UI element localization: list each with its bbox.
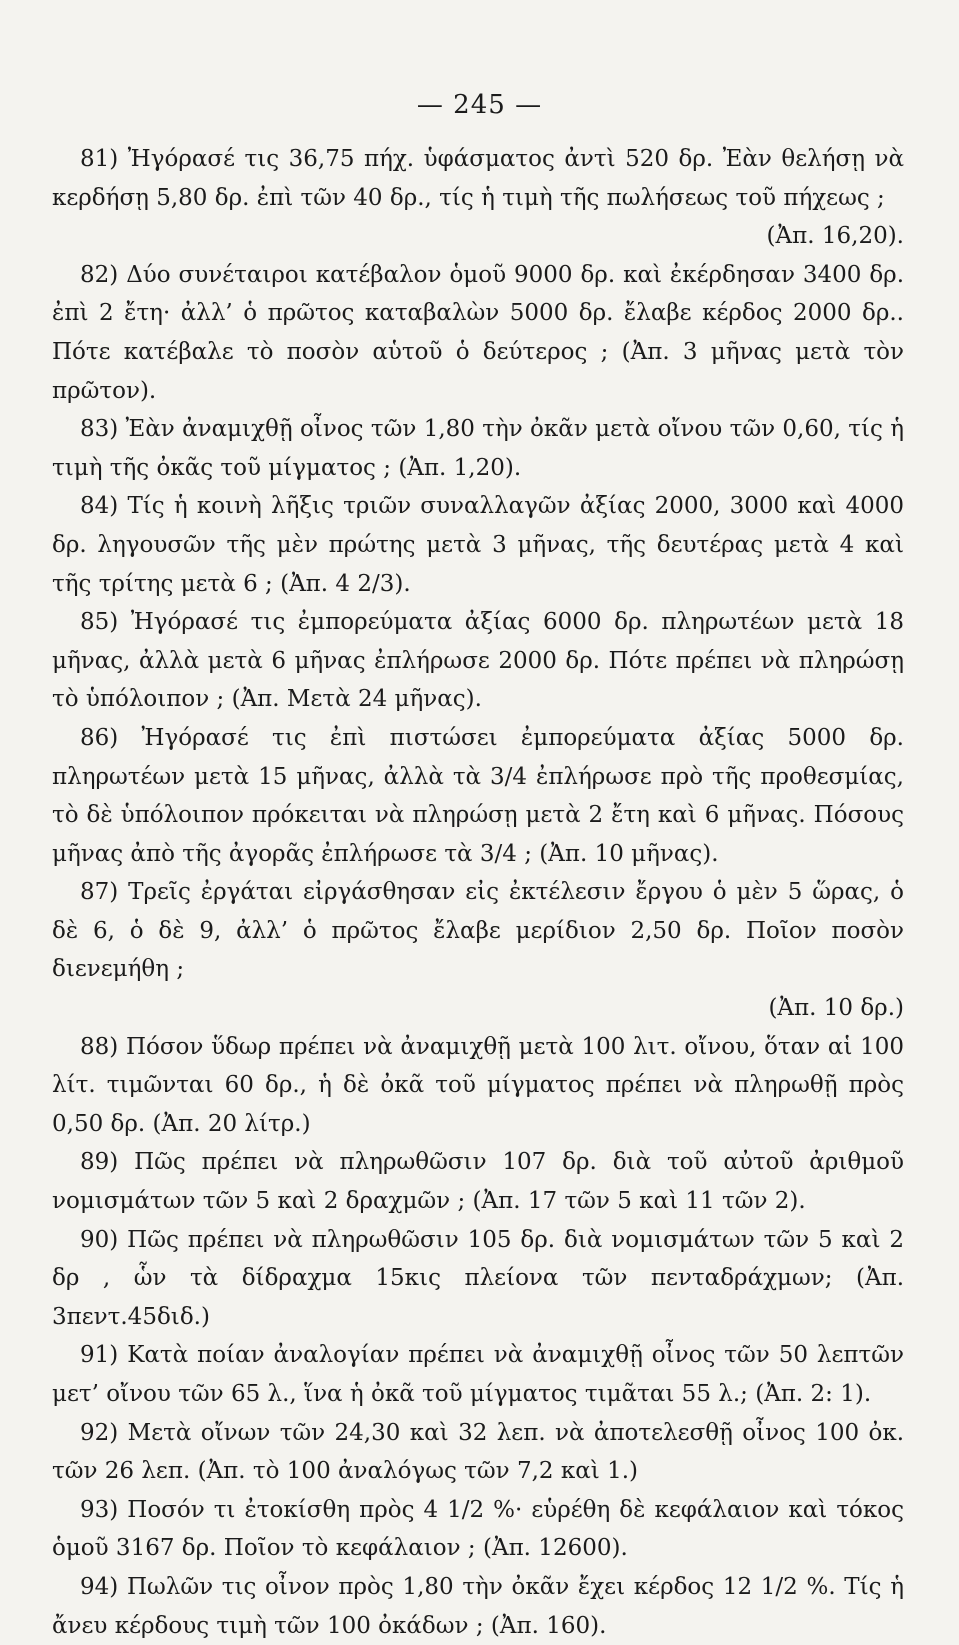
problem-answer: (Ἀπ. 16,20). xyxy=(766,223,904,250)
problem-number: 89) xyxy=(80,1149,119,1176)
problem-text: Δύο συνέταιροι κατέβαλον ὁμοῦ 9000 δρ. καὶ ἐκέρδησαν 3400 δρ. ἐπὶ 2 ἔτη· ἀλλ’ ὁ πρῶτος καταβαλὼν 5000 δρ. ἔλαβε κέρδος 2000 δρ.. Πότε κατέβαλε τὸ ποσὸν αὑτοῦ ὁ δεύτερος ; xyxy=(52,261,904,365)
problem-number: 86) xyxy=(80,724,119,751)
problem-number: 91) xyxy=(80,1342,119,1369)
problem-90 xyxy=(52,1221,904,1337)
problem-number: 93) xyxy=(80,1496,119,1523)
problem-text: Πόσον ὕδωρ πρέπει νὰ ἀναμιχθῇ μετὰ 100 λιτ. οἴνου, ὅταν αἱ 100 λίτ. τιμῶνται 60 δρ., ἡ δὲ ὀκᾶ τοῦ μίγματος πρέπει νὰ πληρωθῇ πρὸς 0,50 δρ. xyxy=(52,1033,905,1137)
problem-text: Τρεῖς ἐργάται εἰργάσθησαν εἰς ἐκτέλεσιν ἔργου ὁ μὲν 5 ὥρας, ὁ δὲ 6, ὁ δὲ 9, ἀλλ’ ὁ πρῶτος ἔλαβε μερίδιον 2,50 δρ. Ποῖον ποσὸν διενεμήθη ; xyxy=(52,879,904,983)
problem-86 xyxy=(52,719,904,873)
problem-number: 87) xyxy=(80,879,119,906)
problem-number: 90) xyxy=(80,1226,119,1253)
problem-answer: (Ἀπ. 160). xyxy=(490,1612,607,1639)
problem-text: Ἠγόρασέ τις ἐπὶ πιστώσει ἐμπορεύματα ἀξίας 5000 δρ. πληρωτέων μετὰ 15 μῆνας, ἀλλὰ τὰ 3/4 ἐπλήρωσε πρὸ τῆς προθεσμίας, τὸ δὲ ὑπόλοιπον πρόκειται νὰ πληρώσῃ μετὰ 2 ἔτη καὶ 6 μῆνας. Πόσους μῆνας ἀπὸ τῆς ἀγορᾶς ἐπλήρωσε τὰ 3/4 ; xyxy=(52,724,904,867)
page-number: — 245 — xyxy=(416,90,543,120)
problem-84 xyxy=(52,487,904,603)
problem-answer: (Ἀπ. τὸ 100 ἀναλόγως τῶν 7,2 καὶ 1.) xyxy=(197,1458,638,1485)
problem-text: Μετὰ οἴνων τῶν 24,30 καὶ 32 λεπ. νὰ ἀποτελεσθῇ οἶνος 100 ὀκ. τῶν 26 λεπ. xyxy=(52,1419,905,1485)
problem-text: Ἠγόρασέ τις 36,75 πήχ. ὑφάσματος ἀντὶ 520 δρ. Ἐὰν θελήσῃ νὰ κερδήσῃ 5,80 δρ. ἐπὶ τῶν 40 δρ., τίς ἡ τιμὴ τῆς πωλήσεως τοῦ πήχεως ; xyxy=(52,146,904,211)
problem-answer: (Ἀπ. 4 2/3). xyxy=(280,570,411,597)
problem-88 xyxy=(52,1028,904,1144)
problem-93 xyxy=(52,1491,904,1568)
problem-text: Τίς ἡ κοινὴ λῆξις τριῶν συναλλαγῶν ἀξίας 2000, 3000 καὶ 4000 δρ. ληγουσῶν τῆς μὲν πρώτης μετὰ 3 μῆνας, τῆς δευτέρας μετὰ 4 καὶ τῆς τρίτης μετὰ 6 ; xyxy=(52,493,905,597)
problem-number: 81) xyxy=(80,146,119,172)
problem-text: Ποσόν τι ἐτοκίσθη πρὸς 4 1/2 %· εὑρέθη δὲ κεφάλαιον καὶ τόκος ὁμοῦ 3167 δρ. Ποῖον τὸ κεφάλαιον ; xyxy=(52,1496,905,1562)
problem-answer: (Ἀπ. 12600). xyxy=(482,1535,628,1562)
problem-83 xyxy=(52,410,904,487)
problem-text: Πῶς πρέπει νὰ πληρωθῶσιν 105 δρ. διὰ νομισμάτων τῶν 5 καὶ 2 δρ , ὧν τὰ δίδραχμα 15κις πλείονα τῶν πενταδράχμων; xyxy=(52,1226,904,1292)
problem-answer: (Ἀπ. 2: 1). xyxy=(755,1381,872,1407)
problem-number: 92) xyxy=(80,1419,119,1446)
problem-answer: (Ἀπ. 10 μῆνας). xyxy=(539,840,719,867)
problem-text: Ἐὰν ἀναμιχθῇ οἶνος τῶν 1,80 τὴν ὀκᾶν μετὰ οἴνου τῶν 0,60, τίς ἡ τιμὴ τῆς ὀκᾶς τοῦ μίγματος ; xyxy=(52,416,905,481)
problem-number: 85) xyxy=(80,609,119,636)
problem-82 xyxy=(52,256,904,410)
problem-list xyxy=(52,140,904,1645)
problem-92 xyxy=(52,1414,904,1491)
problem-text: Πῶς πρέπει νὰ πληρωθῶσιν 107 δρ. διὰ τοῦ αὐτοῦ ἀριθμοῦ νομισμάτων τῶν 5 καὶ 2 δραχμῶν ; xyxy=(52,1149,904,1215)
problem-answer: (Ἀπ. Μετὰ 24 μῆνας). xyxy=(231,686,482,713)
problem-number: 88) xyxy=(80,1033,119,1060)
problem-number: 82) xyxy=(80,261,119,288)
problem-answer: (Ἀπ. 3 μῆνας μετὰ τὸν πρῶτον). xyxy=(52,338,905,404)
problem-89 xyxy=(52,1143,904,1220)
problem-answer: (Ἀπ. 17 τῶν 5 καὶ 11 τῶν 2). xyxy=(472,1188,806,1215)
problem-answer: (Ἀπ. 10 δρ.) xyxy=(768,995,904,1022)
problem-87 xyxy=(52,873,904,1027)
problem-answer: (Ἀπ. 1,20). xyxy=(398,454,522,481)
problem-answer: (Ἀπ. 20 λίτρ.) xyxy=(152,1110,311,1137)
problem-text: Ἠγόρασέ τις ἐμπορεύματα ἀξίας 6000 δρ. πληρωτέων μετὰ 18 μῆνας, ἀλλὰ μετὰ 6 μῆνας ἐπλήρωσε 2000 δρ. Πότε πρέπει νὰ πληρώσῃ τὸ ὑπόλοιπον ; xyxy=(52,609,905,713)
problem-number: 94) xyxy=(80,1573,119,1600)
problem-85 xyxy=(52,603,904,719)
problem-91 xyxy=(52,1336,904,1413)
problem-number: 83) xyxy=(80,416,119,443)
problem-81 xyxy=(52,140,904,256)
problem-text: Πωλῶν τις οἶνον πρὸς 1,80 τὴν ὀκᾶν ἔχει κέρδος 12 1/2 %. Τίς ἡ ἄνευ κέρδους τιμὴ τῶν 100 ὀκάδων ; xyxy=(52,1573,905,1639)
problem-answer: (Ἀπ. 3πεντ.45διδ.) xyxy=(52,1265,905,1330)
problem-text: Κατὰ ποίαν ἀναλογίαν πρέπει νὰ ἀναμιχθῇ οἶνος τῶν 50 λεπτῶν μετ’ οἴνου τῶν 65 λ., ἵνα ἡ ὀκᾶ τοῦ μίγματος τιμᾶται 55 λ.; xyxy=(52,1342,905,1407)
problem-94 xyxy=(52,1568,904,1645)
problem-number: 84) xyxy=(80,493,119,520)
